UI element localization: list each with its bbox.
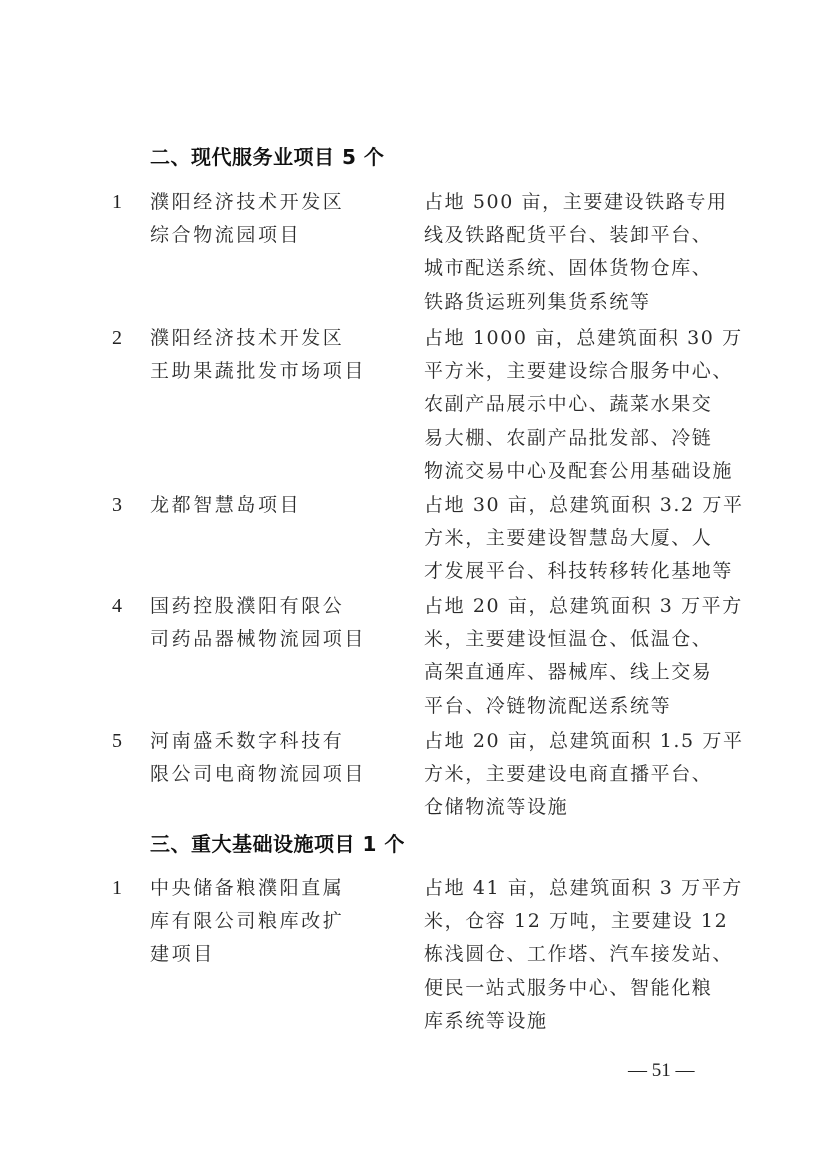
- project-description-line: 方米，主要建设智慧岛大厦、人: [424, 527, 713, 550]
- project-name: [150, 725, 374, 791]
- project-description-line: 铁路货运班列集货系统等: [424, 290, 651, 313]
- item-number: 2: [112, 327, 122, 349]
- project-name-line: 司药品器械物流园项目: [150, 628, 367, 651]
- item-number: 1: [112, 877, 122, 899]
- project-description-line: 占地 20 亩，总建筑面积 1.5 万平: [424, 730, 744, 752]
- project-description-line: 米，仓容 12 万吨，主要建设 12: [424, 910, 729, 933]
- project-name-line: 综合物流园项目: [150, 224, 302, 247]
- project-description-line: 占地 500 亩，主要建设铁路专用: [424, 191, 728, 213]
- project-description: [424, 322, 743, 488]
- project-description: [424, 590, 743, 723]
- item-number: 4: [112, 595, 122, 617]
- project-description: [424, 186, 740, 319]
- project-name-line: 中央储备粮濮阳直属: [150, 877, 345, 899]
- project-description: [424, 872, 743, 1038]
- project-description-line: 才发展平台、科技转移转化基地等: [424, 560, 734, 583]
- project-description: [424, 725, 744, 825]
- project-description-line: 方米，主要建设电商直播平台、: [424, 763, 713, 786]
- project-description-line: 库系统等设施: [424, 1009, 548, 1032]
- page-number: — 51 —: [628, 1060, 695, 1081]
- project-name-line: 河南盛禾数字科技有: [150, 730, 345, 752]
- item-number: 5: [112, 730, 122, 752]
- project-description-line: 物流交易中心及配套公用基础设施: [424, 459, 734, 482]
- project-name-line: 国药控股濮阳有限公: [150, 595, 345, 617]
- project-description-line: 平方米，主要建设综合服务中心、: [424, 360, 734, 383]
- project-name-line: 限公司电商物流园项目: [150, 763, 367, 786]
- project-description-line: 农副产品展示中心、蔬菜水果交: [424, 393, 713, 416]
- project-description: [424, 489, 744, 589]
- project-description-line: 占地 41 亩，总建筑面积 3 万平方: [424, 877, 743, 899]
- project-name-line: 龙都智慧岛项目: [150, 494, 302, 516]
- project-description-line: 易大棚、农副产品批发部、冷链: [424, 426, 713, 449]
- project-name: [150, 186, 374, 252]
- item-number: 1: [112, 191, 122, 213]
- project-description-line: 占地 1000 亩，总建筑面积 30 万: [424, 327, 743, 349]
- project-name-line: 王助果蔬批发市场项目: [150, 360, 367, 383]
- project-description-line: 仓储物流等设施: [424, 796, 569, 819]
- item-number: 3: [112, 494, 122, 516]
- project-description-line: 米，主要建设恒温仓、低温仓、: [424, 628, 713, 651]
- project-name: [150, 322, 374, 388]
- project-description-line: 便民一站式服务中心、智能化粮: [424, 976, 713, 999]
- project-description-line: 线及铁路配货平台、装卸平台、: [424, 224, 713, 247]
- project-name-line: 库有限公司粮库改扩: [150, 910, 345, 933]
- project-description-line: 栋浅圆仓、工作塔、汽车接发站、: [424, 943, 734, 966]
- project-name: [150, 872, 374, 972]
- project-description-line: 占地 20 亩，总建筑面积 3 万平方: [424, 595, 743, 617]
- project-description-line: 占地 30 亩，总建筑面积 3.2 万平: [424, 494, 744, 516]
- project-description-line: 城市配送系统、固体货物仓库、: [424, 257, 713, 280]
- project-name-line: 建项目: [150, 943, 215, 966]
- section-heading-modern-services: 二、现代服务业项目 5 个: [150, 145, 385, 169]
- project-name: [150, 489, 374, 522]
- project-description-line: 平台、冷链物流配送系统等: [424, 694, 672, 717]
- project-name: [150, 590, 374, 656]
- project-description-line: 高架直通库、器械库、线上交易: [424, 661, 713, 684]
- project-name-line: 濮阳经济技术开发区: [150, 327, 345, 349]
- section-heading-infrastructure: 三、重大基础设施项目 1 个: [150, 832, 405, 856]
- project-name-line: 濮阳经济技术开发区: [150, 191, 345, 213]
